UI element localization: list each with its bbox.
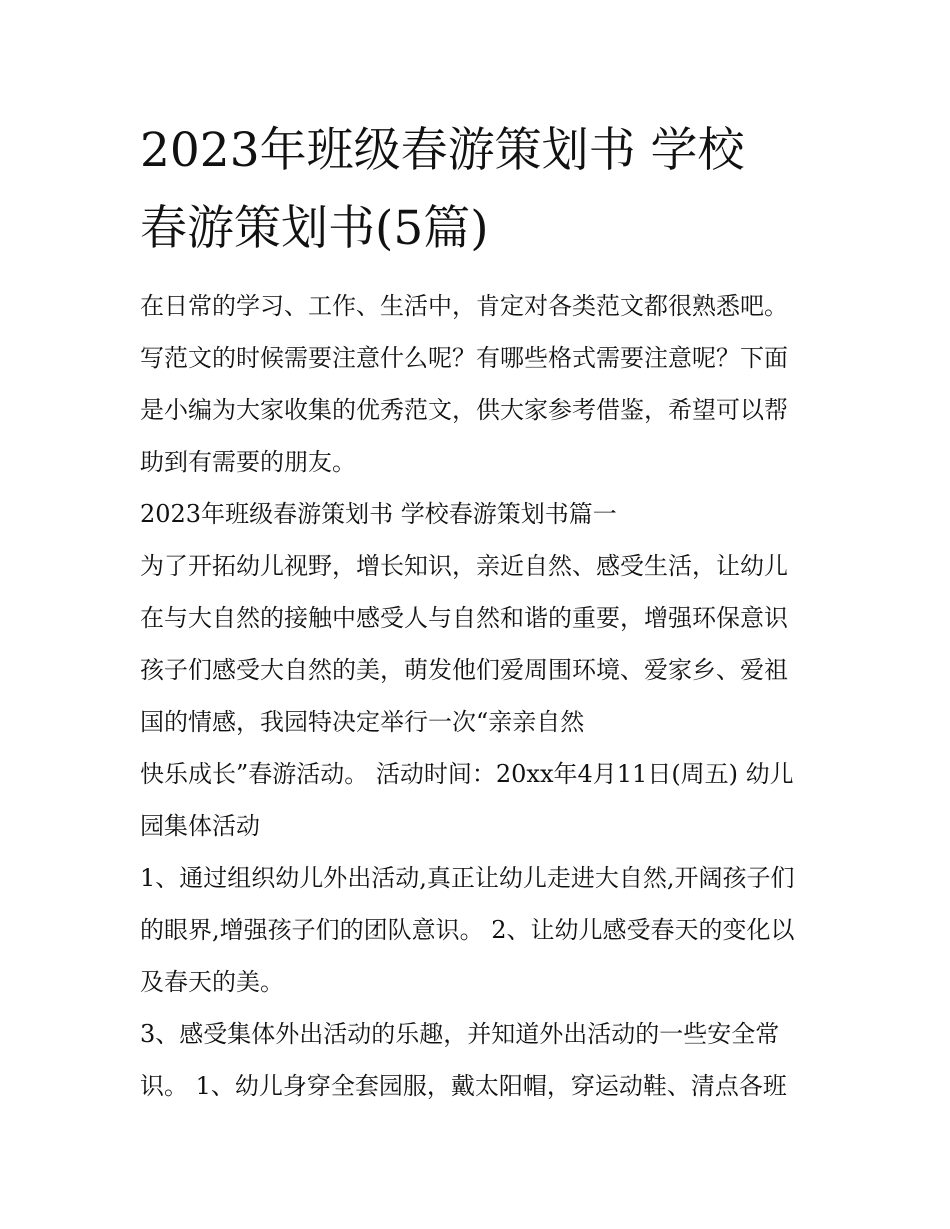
title-line-2: 春游策划书(5篇) — [140, 201, 489, 256]
body-line-2: 在与大自然的接触中感受人与自然和谐的重要，增强环保意识 — [140, 604, 788, 632]
section-heading — [140, 488, 820, 540]
title-line-1: 2023年班级春游策划书 学校 — [140, 123, 745, 178]
body-line-4: 国的情感，我园特决定举行一次“亲亲自然 — [140, 708, 585, 736]
body-paragraph — [140, 540, 820, 1112]
intro-line-3: 是小编为大家收集的优秀范文，供大家参考借鉴，希望可以帮 — [140, 396, 788, 424]
section-heading-text: 2023年班级春游策划书 学校春游策划书篇一 — [140, 500, 617, 528]
body-line-7: 1、通过组织幼儿外出活动,真正让幼儿走进大自然,开阔孩子们 — [140, 864, 795, 892]
body-line-6: 园集体活动 — [140, 812, 260, 840]
body-line-5: 快乐成长”春游活动。 活动时间：20xx年4月11日(周五) 幼儿 — [140, 760, 794, 788]
body-line-3: 孩子们感受大自然的美，萌发他们爱周围环境、爱家乡、爱祖 — [140, 656, 788, 684]
intro-line-2: 写范文的时候需要注意什么呢？有哪些格式需要注意呢？下面 — [140, 344, 788, 372]
intro-paragraph — [140, 280, 820, 488]
body-line-8: 的眼界,增强孩子们的团队意识。 2、让幼儿感受春天的变化以 — [140, 916, 795, 944]
body-line-11: 识。 1、幼儿身穿全套园服，戴太阳帽，穿运动鞋、清点各班 — [140, 1072, 787, 1100]
intro-line-4: 助到有需要的朋友。 — [140, 448, 356, 476]
intro-line-1: 在日常的学习、工作、生活中，肯定对各类范文都很熟悉吧。 — [140, 292, 788, 320]
document-title — [140, 112, 820, 268]
body-line-1: 为了开拓幼儿视野，增长知识，亲近自然、感受生活，让幼儿 — [140, 552, 788, 580]
body-line-10: 3、感受集体外出活动的乐趣，并知道外出活动的一些安全常 — [140, 1020, 780, 1048]
body-line-9: 及春天的美。 — [140, 968, 284, 996]
document-page — [140, 112, 820, 1112]
